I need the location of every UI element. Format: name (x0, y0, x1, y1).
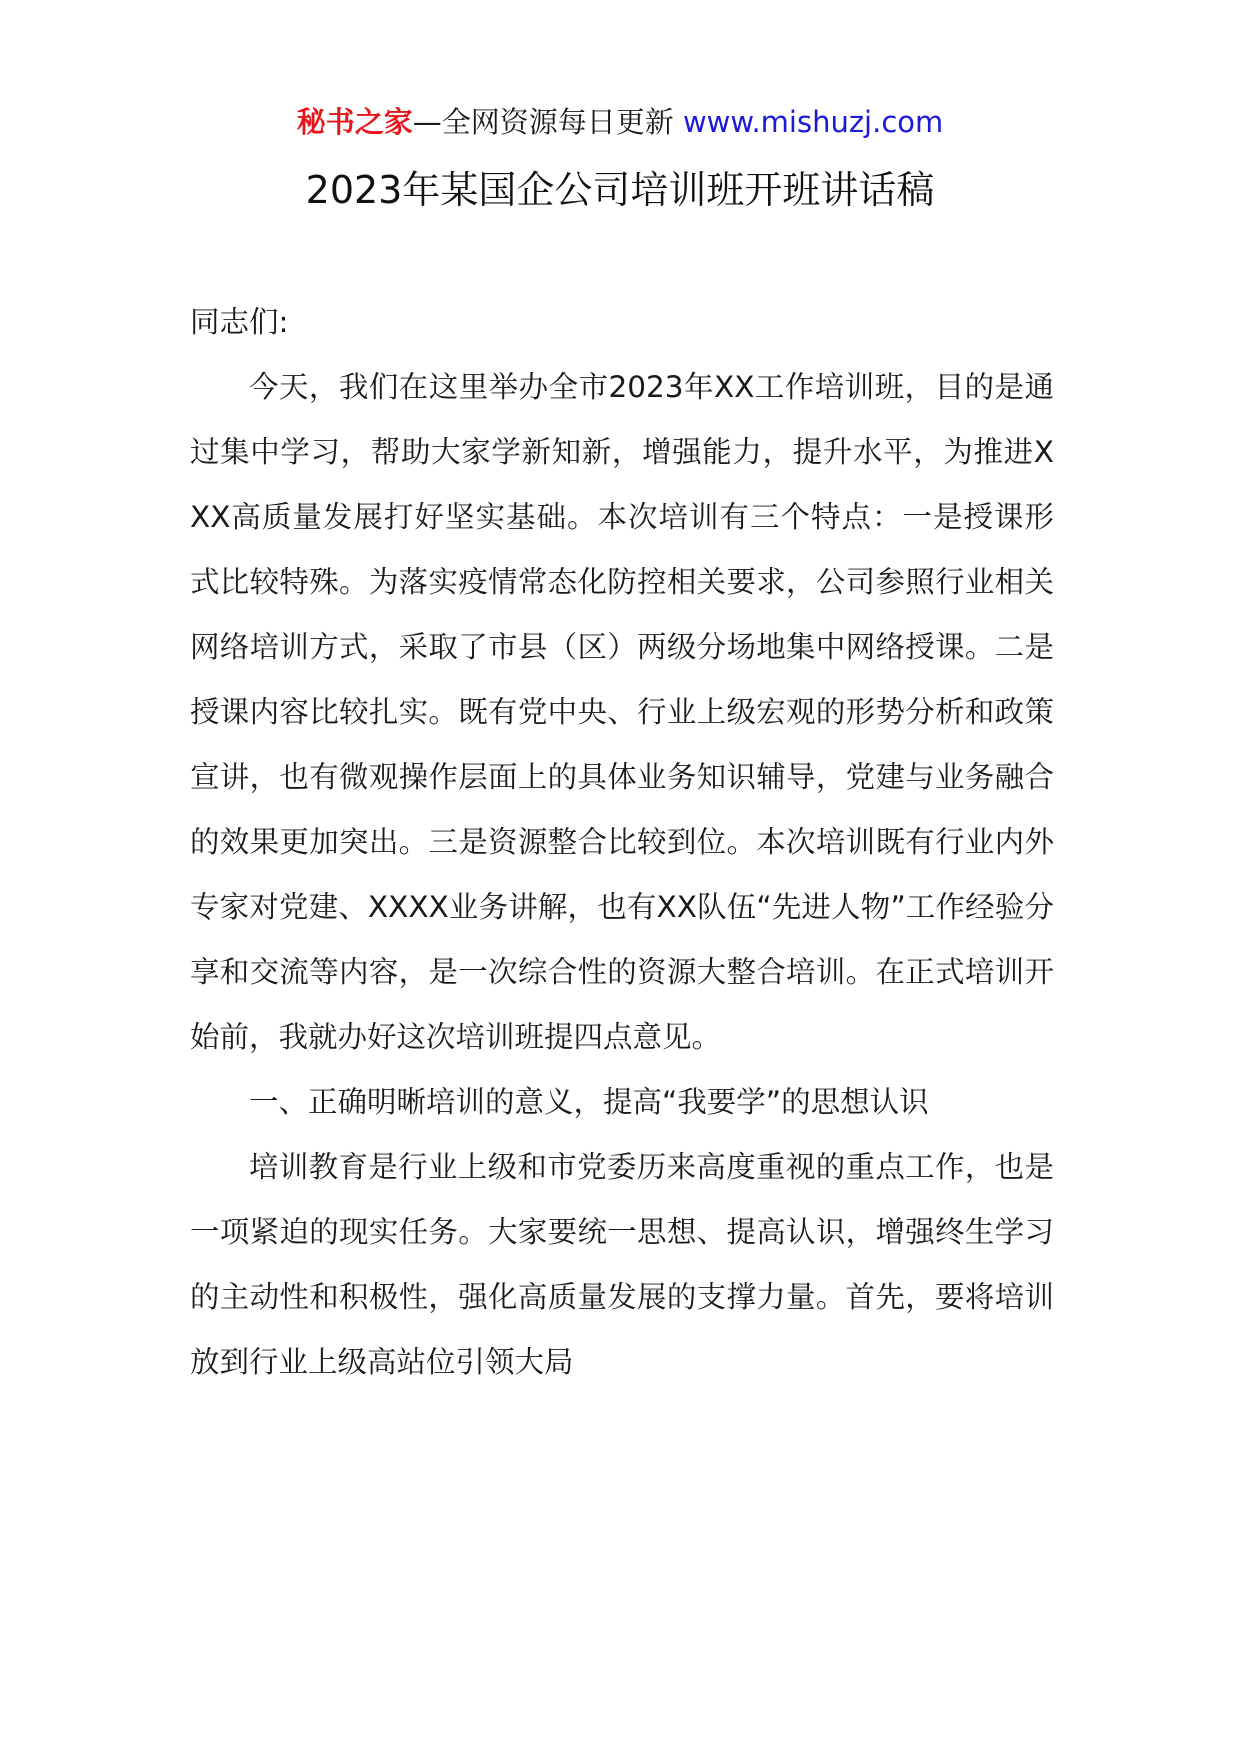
header-tagline: —全网资源每日更新 (412, 105, 683, 139)
site-header (0, 100, 1240, 144)
site-url-link[interactable]: www.mishuzj.com (682, 105, 944, 139)
section-heading-1: 一、正确明晰培训的意义，提高“我要学”的思想认识 (249, 1085, 929, 1119)
paragraph-intro: 今天，我们在这里举办全市2023年XX工作培训班，目的是通过集中学习，帮助大家学新知新，增强能力，提升水平，为推进XXX高质量发展打好坚实基础。本次培训有三个特点：一是授课形式比较特殊。为落实疫情常态化防控相关要求，公司参照行业相关网络培训方式，采取了市县（区）两级分场地集中网络授课。二是授课内容比较扎实。既有党中央、行业上级宏观的形势分析和政策宣讲，也有微观操作层面上的具体业务知识辅导，党建与业务融合的效果更加突出。三是资源整合比较到位。本次培训既有行业内外专家对党建、XXXX业务讲解，也有XX队伍“先进人物”工作经验分享和交流等内容，是一次综合性的资源大整合培训。在正式培训开始前，我就办好这次培训班提四点意见。 (190, 370, 1054, 1054)
paragraph-section-1: 培训教育是行业上级和市党委历来高度重视的重点工作，也是一项紧迫的现实任务。大家要统一思想、提高认识，增强终生学习的主动性和积极性，强化高质量发展的支撑力量。首先，要将培训放到行业上级高站位引领大局 (190, 1150, 1054, 1379)
brand-name: 秘书之家 (296, 105, 413, 139)
document-title: 2023年某国企公司培训班开班讲话稿 (305, 168, 935, 212)
document-body (190, 290, 1054, 1395)
salutation: 同志们: (190, 305, 289, 339)
